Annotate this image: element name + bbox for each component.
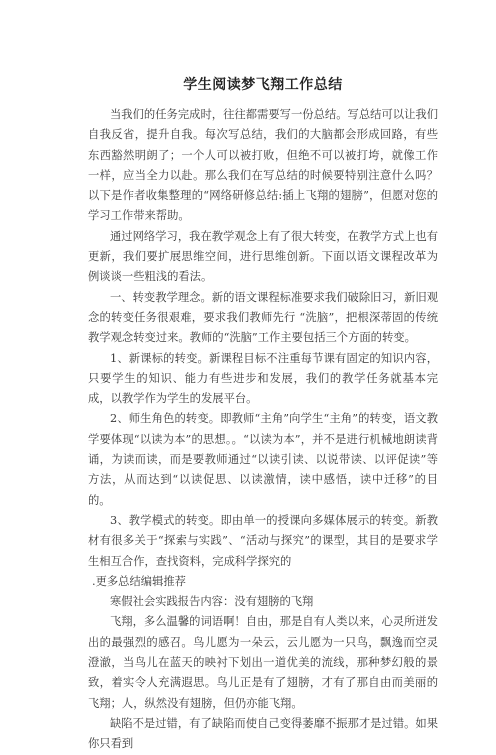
paragraph-section-1: 一、转变教学理念。新的语文课程标准要求我们破除旧习，新旧观念的转变任务很艰难，要求我们教师先行 “洗脑”，把根深蒂固的传统教学观念转变过来。教师的“洗脑”工作主要包括三个方面的转变。: [88, 290, 438, 345]
paragraph-defect: 缺陷不是过错，有了缺陷而使自己变得萎靡不振那才是过错。如果你只看到: [88, 716, 438, 751]
recommended-article-title: 寒假社会实践报告内容：没有翅膀的飞翔: [110, 595, 314, 609]
paragraph-intro: 当我们的任务完成时，往往都需要写一份总结。写总结可以让我们自我反省，提升自我。每次写总结，我们的大脑都会形成回路，有些东西豁然明朗了；一个人可以被打败，但绝不可以被打垮，就像工作一样，应当全力以赴。那么我们在写总结的时候要特别注意什么吗？以下是作者收集整理的“网络研修总结:插上飞翔的翅膀”，但愿对您的学习工作带来帮助。: [88, 108, 438, 223]
paragraph-point-1: 1、新课标的转变。新课程目标不注重每节课有固定的知识内容，只要学生的知识、能力有些进步和发展，我们的教学任务就基本完成，以教学作为学生的发展平台。: [88, 351, 438, 406]
paragraph-network-study: 通过网络学习，我在教学观念上有了很大转变，在教学方式上也有更新，我们要扩展思维空间，进行思维创新。下面以语文课程改革为例谈谈一些粗浅的看法。: [88, 229, 438, 284]
document-title: 学生阅读梦飞翔工作总结: [183, 77, 343, 93]
paragraph-point-3: 3、教学模式的转变。即由单一的授课向多媒体展示的转变。新教材有很多关于“探索与实践”、“活动与探究”的课型，其目的是要求学生相互合作，查找资料，完成科学探究的: [88, 513, 438, 568]
paragraph-flying: 飞翔，多么温馨的词语啊！自由，那是自有人类以来，心灵所迸发出的最强烈的感召。鸟儿愿为一朵云，云儿愿为一只鸟，飘逸而空灵澄澈，当鸟儿在蓝天的映衬下划出一道优美的流线，那种梦幻般的景致，着实令人充满遐思。鸟儿正是有了翅膀，才有了那自由而美丽的飞翔；人，纵然没有翅膀，但仍亦能飞翔。: [88, 615, 438, 710]
more-summary-link[interactable]: .更多总结编辑推荐: [92, 574, 186, 588]
paragraph-point-2: 2、师生角色的转变。即教师“主角”向学生“主角”的转变，语文教学要体现“以读为本”的思想。。“以读为本”，并不是进行机械地朗读背诵，为读而读，而是要教师通过“以读引读、以说带读、以评促读”等方法，从而达到“以读促思、以读激情，读中感悟，读中迁移”的目的。: [88, 412, 438, 507]
